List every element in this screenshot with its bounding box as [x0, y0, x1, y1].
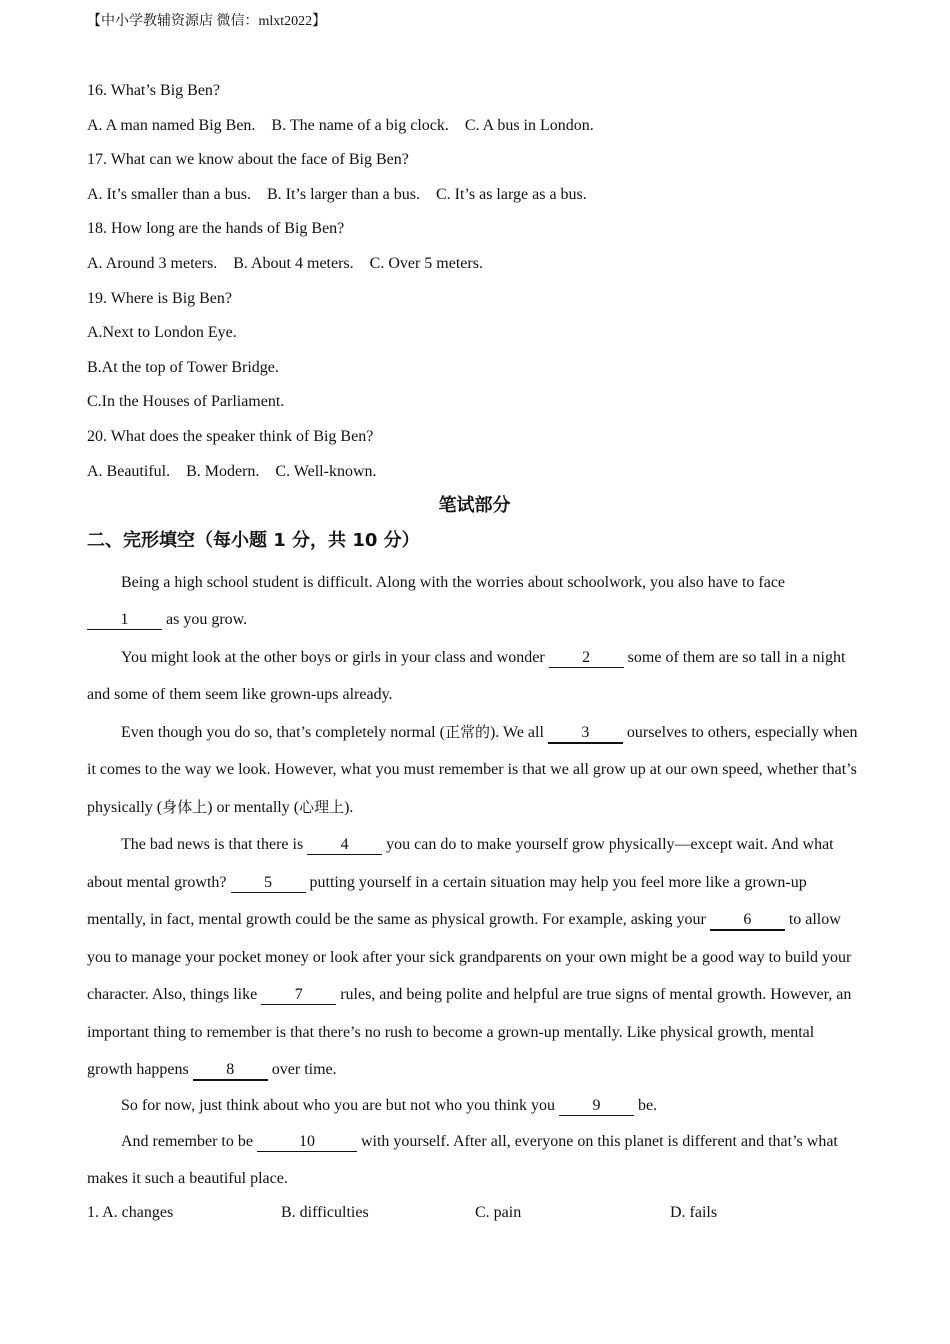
cloze-paragraph-4: [87, 826, 862, 1089]
page-header: 【中小学教辅资源店 微信：mlxt2022】: [87, 14, 327, 29]
blank-4: 4: [307, 836, 382, 855]
question-20-options: A. Beautiful. B. Modern. C. Well-known.: [87, 462, 377, 480]
option-c: C. pain: [475, 1203, 522, 1221]
text-span: to allow you to manage your pocket money or look after your sick grandparents on your own might be a good way to build your character. Also, things like: [87, 911, 852, 1004]
blank-2: 2: [549, 649, 624, 668]
chinese-gloss: 正常的: [444, 722, 490, 741]
question-19: 19. Where is Big Ben?: [87, 289, 233, 307]
cloze-paragraph-5: [87, 1089, 862, 1123]
text-span: rules, and being polite and helpful are true signs of mental growth. However, an important thing to remember is that there’s no rush to become a grown-up mentally. Like physical growth, mental growth happens: [87, 986, 852, 1079]
option-b: B. difficulties: [281, 1203, 369, 1221]
cloze-section-title: 二、完形填空（每小题 1 分，共 10 分）: [87, 529, 420, 551]
cloze-paragraph-3: [87, 714, 862, 827]
cloze-paragraph-6: [87, 1123, 862, 1198]
question-18: 18. How long are the hands of Big Ben?: [87, 220, 345, 238]
text-span: ).: [344, 798, 354, 816]
written-section-title: 笔试部分: [438, 495, 511, 517]
chinese-gloss: 身体上: [162, 797, 208, 816]
text-span: ). We all: [489, 723, 548, 741]
text-span: you can do to make yourself grow physically—except wait. And what about mental growth?: [87, 836, 834, 891]
text-span: with yourself. After all, everyone on this planet is different and that’s what makes it such a beautiful place.: [87, 1132, 838, 1188]
document-body: [87, 78, 862, 1234]
blank-9: 9: [559, 1097, 634, 1116]
cloze-question-1-options: [87, 1200, 862, 1234]
question-20: 20. What does the speaker think of Big Ben?: [87, 427, 374, 445]
question-19-option-a: A.Next to London Eye.: [87, 324, 237, 342]
text-span: The bad news is that there is: [121, 836, 308, 854]
text-span: some of them are so tall in a night and some of them seem like grown-ups already.: [87, 648, 846, 704]
cloze-paragraph-2: [87, 639, 862, 714]
blank-7: 7: [261, 986, 336, 1005]
blank-8: 8: [193, 1061, 268, 1081]
text-span: as you grow.: [162, 611, 248, 629]
blank-6: 6: [710, 911, 785, 931]
text-span: putting yourself in a certain situation may help you feel more like a grown-up mentally, in fact, mental growth could be the same as physical growth. For example, asking your: [87, 873, 807, 929]
text-span: ) or mentally (: [207, 798, 300, 816]
text-span: over time.: [267, 1061, 337, 1079]
option-d: D. fails: [670, 1203, 718, 1221]
question-19-option-b: B.At the top of Tower Bridge.: [87, 358, 279, 376]
blank-10: 10: [257, 1133, 357, 1152]
option-a: 1. A. changes: [87, 1203, 174, 1221]
question-19-option-c: C.In the Houses of Parliament.: [87, 393, 285, 411]
chinese-gloss: 心理上: [299, 797, 345, 816]
blank-3: 3: [548, 724, 623, 744]
text-span: be.: [634, 1096, 658, 1114]
question-17: 17. What can we know about the face of Big Ben?: [87, 151, 409, 169]
text-span: Even though you do so, that’s completely normal (: [121, 723, 445, 741]
text-span: Being a high school student is difficult. Along with the worries about schoolwork, you also have to face: [121, 573, 786, 591]
blank-5: 5: [231, 874, 306, 893]
text-span: ourselves to others, especially when it comes to the way we look. However, what you must remember is that we all grow up at our own speed, whether that’s physically (: [87, 723, 858, 816]
cloze-paragraph-1: [87, 564, 862, 639]
question-16: 16. What’s Big Ben?: [87, 82, 221, 99]
text-span: You might look at the other boys or girls in your class and wonder: [121, 648, 549, 666]
text-span: So for now, just think about who you are but not who you think you: [121, 1096, 560, 1114]
question-18-options: A. Around 3 meters. B. About 4 meters. C. Over 5 meters.: [87, 254, 483, 272]
question-16-options: A. A man named Big Ben. B. The name of a big clock. C. A bus in London.: [87, 116, 594, 134]
blank-1: 1: [87, 611, 162, 630]
question-17-options: A. It’s smaller than a bus. B. It’s larger than a bus. C. It’s as large as a bus.: [87, 185, 587, 203]
text-span: And remember to be: [121, 1132, 257, 1150]
